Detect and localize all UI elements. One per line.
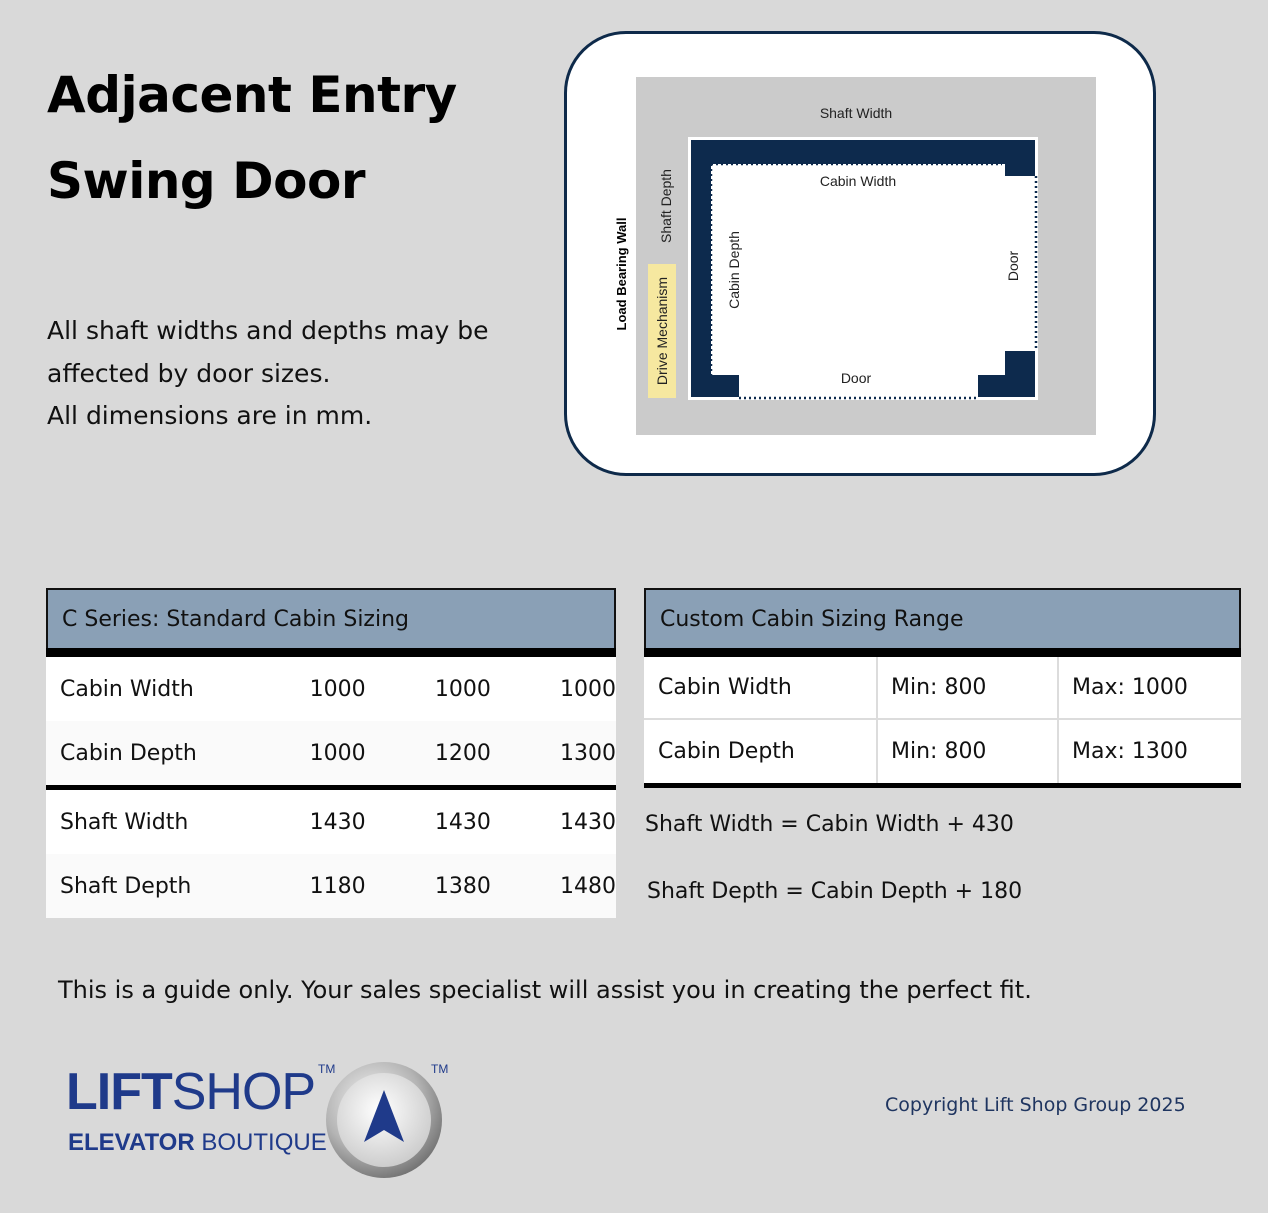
cabin-side-wall: [691, 140, 711, 397]
trademark-mark: TM: [318, 1062, 336, 1076]
table-cell: 1000: [309, 676, 366, 702]
table-row: [46, 721, 616, 785]
row-label: Shaft Width: [60, 809, 189, 835]
row-label: Cabin Depth: [644, 720, 878, 783]
table-row: [46, 657, 616, 721]
label-cabin-depth: Cabin Depth: [726, 231, 742, 309]
logo-subtitle: ELEVATOR BOUTIQUE: [68, 1129, 327, 1156]
standard-sizing-table: [46, 588, 616, 918]
logo-arrow-icon: [322, 1058, 449, 1182]
note-line-2: affected by door sizes.: [47, 358, 331, 388]
title-line-2: Swing Door: [47, 152, 365, 210]
table-cell: 1380: [434, 873, 491, 899]
table-cell: 1300: [560, 740, 616, 766]
table-cell: 1480: [560, 873, 616, 899]
row-label: Cabin Width: [644, 657, 878, 718]
cabin-interior-fill: [711, 164, 1005, 375]
custom-table-header: Custom Cabin Sizing Range: [644, 588, 1241, 648]
table-row: [46, 790, 616, 854]
table-cell: 1000: [434, 676, 491, 702]
row-label: Shaft Depth: [60, 873, 192, 899]
cabin-corner-bottom-right: [978, 375, 1035, 397]
label-cabin-width: Cabin Width: [819, 173, 897, 189]
page-title: [47, 52, 457, 224]
label-load-bearing-wall: Load Bearing Wall: [614, 217, 629, 331]
cabin-corner-top-right: [1002, 140, 1035, 176]
logo-wordmark: LIFTSHOP: [66, 1063, 316, 1121]
table-divider: [644, 648, 1241, 657]
table-cell: 1430: [434, 809, 491, 835]
table-cell: 1000: [309, 740, 366, 766]
table-row: [644, 657, 1241, 720]
table-divider: [644, 783, 1241, 788]
shaft-depth-formula: Shaft Depth = Cabin Depth + 180: [647, 879, 1023, 904]
shaft-diagram: [564, 31, 1156, 476]
cabin-corner-bottom-left: [691, 375, 739, 397]
table-cell: 1000: [560, 676, 616, 702]
row-label: Cabin Depth: [60, 740, 197, 766]
row-label: Cabin Width: [60, 676, 194, 702]
max-cell: Max: 1000: [1072, 675, 1188, 700]
title-line-1: Adjacent Entry: [47, 66, 457, 124]
label-door-right: Door: [1005, 250, 1021, 282]
table-cell: 1430: [560, 809, 616, 835]
table-cell: 1200: [434, 740, 491, 766]
shaft-width-formula: Shaft Width = Cabin Width + 430: [645, 812, 1014, 837]
shaft-diagram-svg: [567, 34, 1156, 476]
table-row: [644, 720, 1241, 783]
max-cell: Max: 1300: [1072, 739, 1188, 764]
copyright-text: Copyright Lift Shop Group 2025: [885, 1094, 1186, 1116]
label-drive-mechanism: Drive Mechanism: [654, 276, 670, 386]
table-cell: 1430: [309, 809, 366, 835]
min-cell: Min: 800: [878, 657, 1059, 718]
note-line-3: All dimensions are in mm.: [47, 401, 373, 430]
label-door-bottom: Door: [840, 370, 872, 386]
custom-sizing-table: [644, 588, 1241, 788]
liftshop-logo: [64, 1058, 464, 1188]
table-cell: 1180: [309, 873, 366, 899]
table-divider: [46, 648, 616, 657]
dimension-note: [47, 310, 489, 438]
label-shaft-depth: Shaft Depth: [658, 169, 674, 243]
guide-text: This is a guide only. Your sales specialist will assist you in creating the perfect fit.: [58, 976, 1032, 1004]
trademark-mark: TM: [431, 1062, 449, 1076]
note-line-1: All shaft widths and depths may be: [47, 316, 489, 345]
min-cell: Min: 800: [878, 720, 1059, 783]
standard-table-header: C Series: Standard Cabin Sizing: [46, 588, 616, 648]
label-shaft-width: Shaft Width: [819, 105, 893, 121]
table-row: [46, 854, 616, 918]
cabin-back-wall: [691, 140, 1035, 164]
